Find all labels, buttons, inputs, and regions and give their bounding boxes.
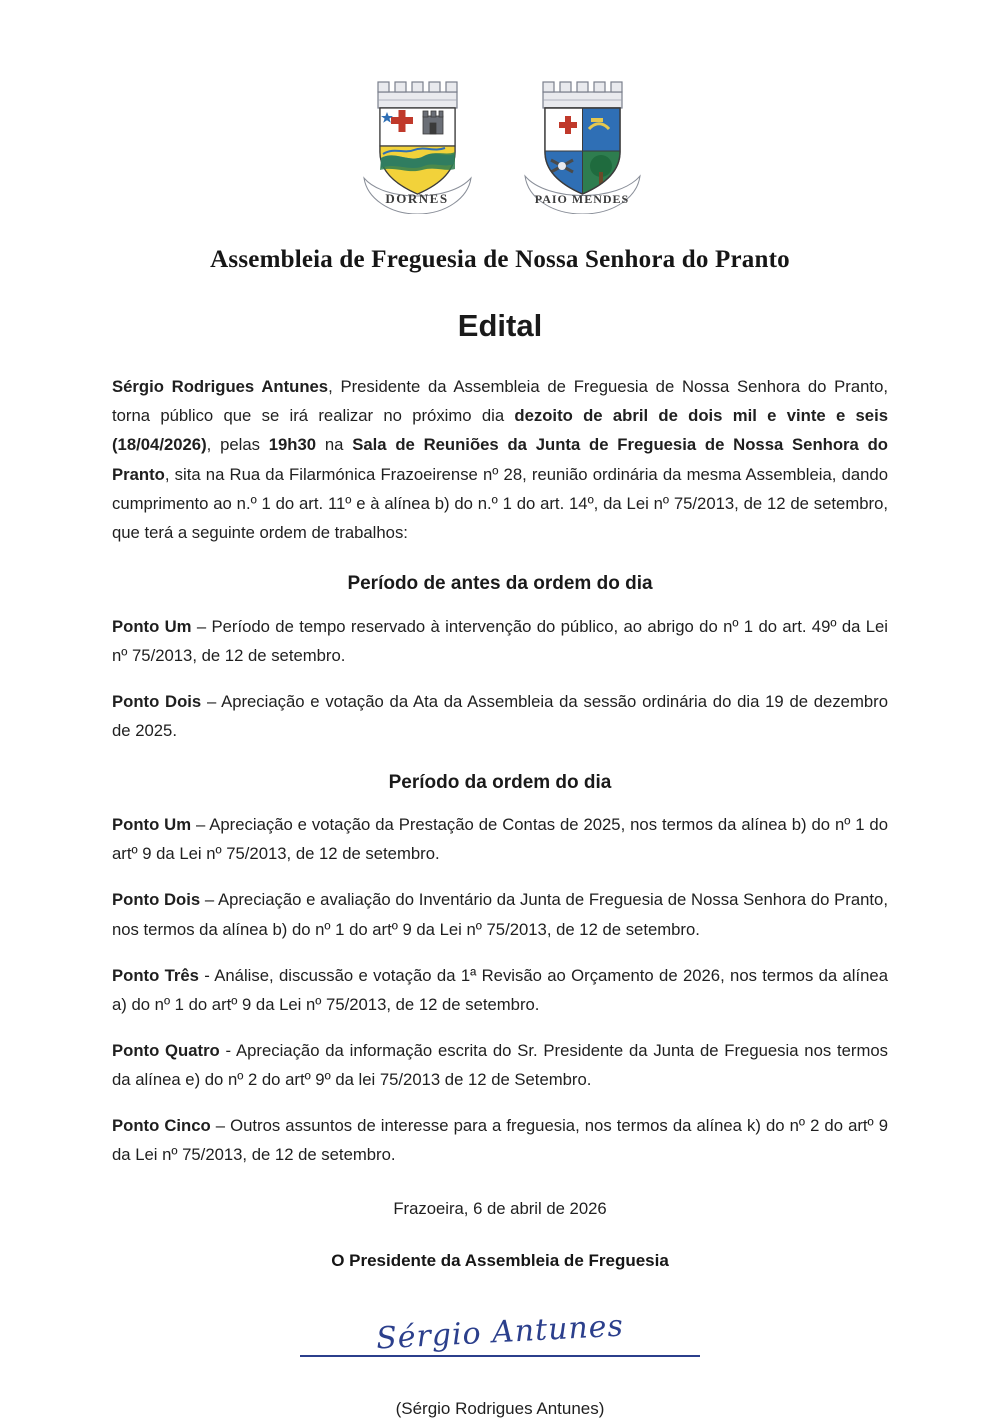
- intro-part-1: , Presidente da Assembleia de Freguesia de Nossa Senhora do Pranto, torna público que se irá realizar no próximo dia: [112, 377, 888, 426]
- signature-line: [300, 1355, 700, 1357]
- agenda-item-dash: –: [201, 692, 222, 712]
- section-heading-agenda: Período da ordem do dia: [388, 771, 612, 793]
- president-name: Sérgio Rodrigues Antunes: [112, 377, 329, 396]
- agenda-item-dash: -: [198, 965, 215, 985]
- agenda-item-label: Ponto Cinco: [112, 1115, 211, 1135]
- intro-part-3: na: [316, 435, 353, 455]
- agenda-item-text: Apreciação e votação da Ata da Assembleia da sessão ordinária do dia 19 de dezembro de 2025.: [112, 692, 888, 741]
- agenda-item-text: Período de tempo reservado à intervenção do público, ao abrigo do nº 1 do art. 49º da Lei nº 75/2013, de 12 de setembro.: [112, 617, 888, 666]
- intro-paragraph: [112, 372, 888, 547]
- organization-title: Assembleia de Freguesia de Nossa Senhora do Pranto: [210, 246, 790, 273]
- signer-name: (Sérgio Rodrigues Antunes): [395, 1399, 605, 1419]
- intro-part-4: , sita na Rua da Filarmónica Frazoeirense nº 28, reunião ordinária da mesma Assembleia, dando cumprimento ao n.º 1 do art. 11º e à alínea b) do n.º 1 do art. 14º, da Lei nº 75/2013, de 12 de setembro, que terá a seguinte ordem de trabalhos:: [112, 464, 888, 543]
- agenda-item: [112, 687, 888, 745]
- agenda-item-dash: –: [200, 890, 218, 910]
- agenda-item-text: Apreciação da informação escrita do Sr. Presidente da Junta de Freguesia nos termos da alínea e) do nº 2 do artº 9º da lei 75/2013 de 12 de Setembro.: [112, 1040, 888, 1089]
- crest-row: [112, 0, 888, 214]
- agenda-item-dash: –: [210, 1115, 231, 1135]
- agenda-item-label: Ponto Dois: [112, 890, 201, 910]
- paio-mendes-coat-of-arms: [515, 74, 650, 214]
- handwritten-signature: Sérgio Antunes: [375, 1308, 625, 1357]
- agenda-item-text: Apreciação e avaliação do Inventário da Junta de Freguesia de Nossa Senhora do Pranto, nos termos da alínea b) do nº 1 do artº 9 da Lei nº 75/2013, de 12 de setembro.: [112, 890, 888, 939]
- intro-part-2: , pelas: [206, 435, 269, 455]
- agenda-item-dash: -: [219, 1040, 236, 1060]
- agenda-item-dash: –: [191, 815, 210, 835]
- svg-text:PAIO MENDES: PAIO MENDES: [534, 192, 630, 206]
- agenda-item-label: Ponto Um: [112, 815, 192, 835]
- meeting-place: Sala de Reuniões da Junta de Freguesia de Nossa Senhora do Pranto: [112, 435, 888, 484]
- agenda-item: [112, 1036, 888, 1094]
- meeting-time: 19h30: [268, 435, 317, 455]
- agenda-item-text: Análise, discussão e votação da 1ª Revisão ao Orçamento de 2026, nos termos da alínea a) do nº 1 do artº 9 da Lei nº 75/2013, de 12 de setembro.: [112, 965, 888, 1014]
- meeting-date: dezoito de abril de dois mil e vinte e seis (18/04/2026): [112, 406, 888, 455]
- dornes-coat-of-arms: [350, 74, 485, 214]
- section-heading-before-agenda: Período de antes da ordem do dia: [347, 573, 653, 595]
- agenda-item-text: Outros assuntos de interesse para a freguesia, nos termos da alínea k) do nº 2 do artº 9 da Lei nº 75/2013, de 12 de setembro.: [112, 1115, 888, 1164]
- agenda-item-dash: –: [191, 617, 212, 636]
- signer-role: O Presidente da Assembleia de Freguesia: [331, 1251, 669, 1271]
- agenda-item-label: Ponto Um: [112, 617, 192, 636]
- place-and-date: Frazoeira, 6 de abril de 2026: [393, 1199, 607, 1219]
- agenda-item-label: Ponto Três: [112, 965, 199, 985]
- agenda-item: [112, 885, 888, 943]
- agenda-item-label: Ponto Quatro: [112, 1040, 220, 1060]
- agenda-item: [112, 1111, 888, 1169]
- agenda-item: [112, 961, 888, 1019]
- svg-text:DORNES: DORNES: [385, 191, 449, 206]
- agenda-item-text: Apreciação e votação da Prestação de Contas de 2025, nos termos da alínea b) do nº 1 do artº 9 da Lei nº 75/2013, de 12 de setembro.: [112, 815, 888, 864]
- agenda-item: [112, 810, 888, 868]
- document-title: Edital: [457, 308, 543, 343]
- agenda-item-label: Ponto Dois: [112, 692, 202, 712]
- signature-block: [112, 1308, 888, 1389]
- agenda-item: [112, 612, 888, 670]
